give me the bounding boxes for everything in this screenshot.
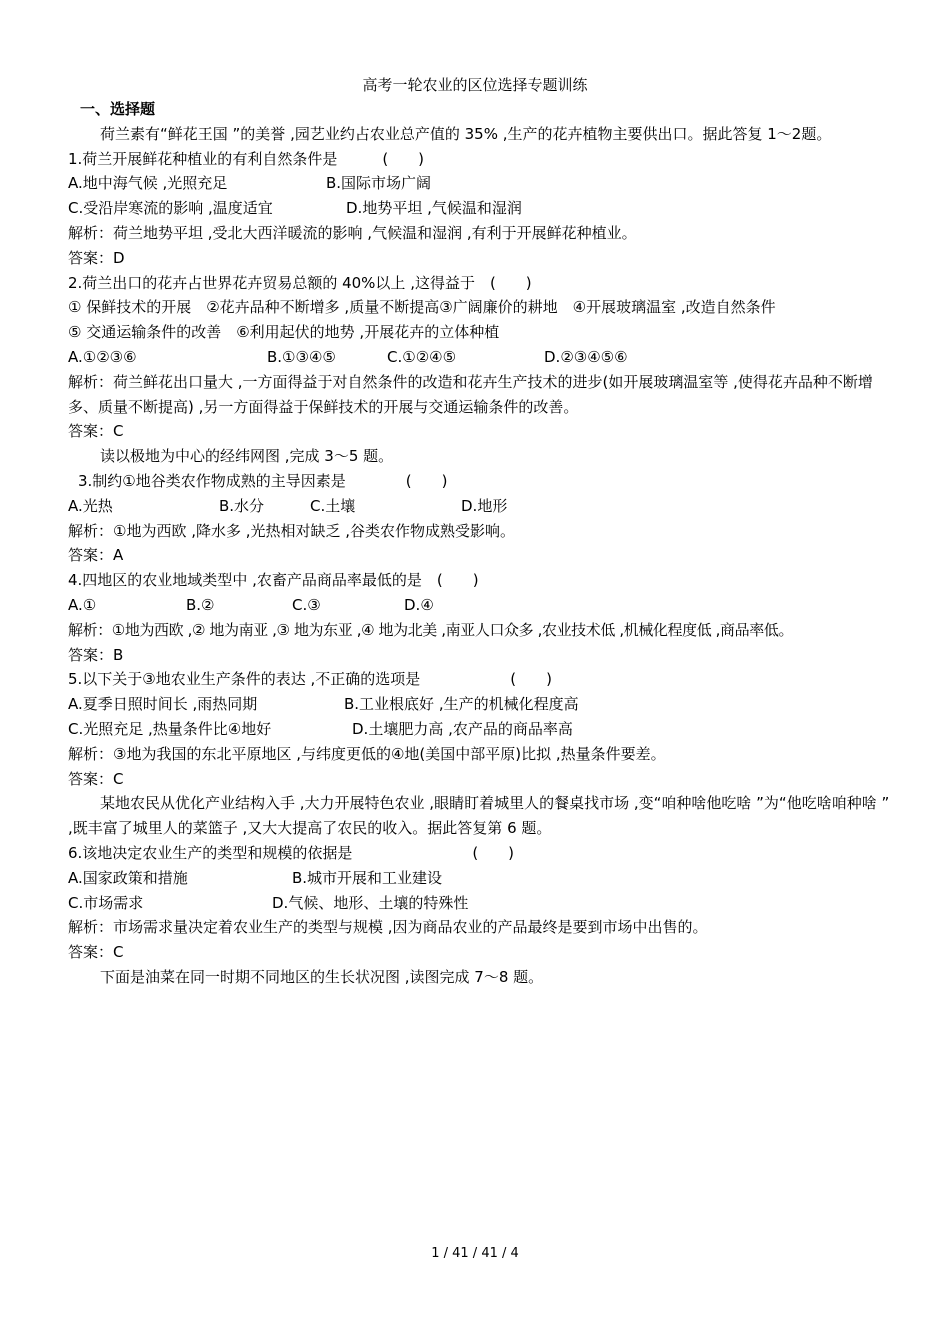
question-4-analysis: 解析：①地为西欧 ,② 地为南亚 ,③ 地为东亚 ,④ 地为北美 ,南亚人口众多 ,农业技术低 ,机械化程度低 ,商品率低。 bbox=[68, 620, 794, 639]
document-title: 高考一轮农业的区位选择专题训练 bbox=[362, 76, 588, 94]
question-5-stem: 5.以下关于③地农业生产条件的表达 ,不正确的选项是 ( ) bbox=[68, 670, 553, 689]
option-a: A.地中海气候 ,光照充足 bbox=[68, 174, 228, 193]
option-a: A.光热 bbox=[68, 496, 113, 515]
section-heading: 一、选择题 bbox=[80, 100, 156, 118]
option-d: D.土壤肥力高 ,农产品的商品率高 bbox=[352, 719, 573, 738]
option-a: A.国家政策和措施 bbox=[68, 868, 188, 887]
option-b: B.①③④⑤ bbox=[267, 347, 336, 366]
intro-paragraph-2: 读以极地为中心的经纬网图 ,完成 3～5 题。 bbox=[100, 447, 394, 466]
question-1-stem: 1.荷兰开展鲜花种植业的有利自然条件是 ( ) bbox=[68, 149, 425, 168]
question-2-stem: 2.荷兰出口的花卉占世界花卉贸易总额的 40%以上 ,这得益于 ( ) bbox=[68, 273, 532, 292]
question-2-options-row bbox=[68, 345, 892, 370]
question-4-options-row bbox=[68, 593, 892, 618]
question-6-analysis: 解析：市场需求量决定着农业生产的类型与规模 ,因为商品农业的产品最终是要到市场中出售的。 bbox=[68, 918, 708, 937]
question-6-stem: 6.该地决定农业生产的类型和规模的依据是 ( ) bbox=[68, 843, 515, 862]
question-3-answer: 答案：A bbox=[68, 546, 124, 565]
question-4-answer: 答案：B bbox=[68, 645, 124, 664]
option-a: A.① bbox=[68, 595, 97, 614]
question-3-analysis: 解析：①地为西欧 ,降水多 ,光热相对缺乏 ,谷类农作物成熟受影响。 bbox=[68, 521, 516, 540]
question-5-analysis: 解析：③地为我国的东北平原地区 ,与纬度更低的④地(美国中部平原)比拟 ,热量条件要差。 bbox=[68, 744, 666, 763]
intro-paragraph-3: 某地农民从优化产业结构入手 ,大力开展特色农业 ,眼睛盯着城里人的餐桌找市场 ,变“咱种啥他吃啥 ”为“他吃啥咱种啥 ” ,既丰富了城里人的菜篮子 ,又大大提高了农民的收入。据此答复第 6 题。 bbox=[68, 794, 890, 838]
question-6-options-row-2 bbox=[68, 891, 892, 916]
question-5-answer: 答案：C bbox=[68, 769, 124, 788]
question-1-answer: 答案：D bbox=[68, 248, 125, 267]
option-d: D.④ bbox=[404, 595, 434, 614]
page-number: 1 / 41 / 41 / 4 bbox=[431, 1246, 519, 1261]
option-b: B.城市开展和工业建设 bbox=[292, 868, 443, 887]
option-d: D.②③④⑤⑥ bbox=[544, 347, 628, 366]
option-b: B.水分 bbox=[219, 496, 265, 515]
question-6-answer: 答案：C bbox=[68, 943, 124, 962]
question-2-answer: 答案：C bbox=[68, 422, 124, 441]
question-5-options-row-2 bbox=[68, 717, 892, 742]
option-c: C.③ bbox=[292, 595, 321, 614]
question-2-items-line-2: ⑤ 交通运输条件的改善 ⑥利用起伏的地势 ,开展花卉的立体种植 bbox=[68, 323, 500, 342]
option-c: C.光照充足 ,热量条件比④地好 bbox=[68, 719, 272, 738]
option-b: B.工业根底好 ,生产的机械化程度高 bbox=[344, 695, 579, 714]
option-b: B.国际市场广阔 bbox=[326, 174, 432, 193]
question-3-stem: 3.制约①地谷类农作物成熟的主导因素是 ( ) bbox=[78, 471, 448, 490]
option-c: C.市场需求 bbox=[68, 893, 144, 912]
option-d: D.气候、地形、土壤的特殊性 bbox=[272, 893, 469, 912]
option-d: D.地形 bbox=[461, 496, 508, 515]
question-1-analysis: 解析：荷兰地势平坦 ,受北大西洋暖流的影响 ,气候温和湿润 ,有利于开展鲜花种植业。 bbox=[68, 223, 637, 242]
question-5-options-row-1 bbox=[68, 692, 892, 717]
document-body bbox=[68, 97, 892, 990]
question-1-options-row-1 bbox=[68, 171, 892, 196]
question-2-items-line-1: ① 保鲜技术的开展 ②花卉品种不断增多 ,质量不断提高③广阔廉价的耕地 ④开展玻璃温室 ,改造自然条件 bbox=[68, 298, 776, 317]
question-4-stem: 4.四地区的农业地域类型中 ,农畜产品商品率最低的是 ( ) bbox=[68, 571, 479, 590]
option-a: A.夏季日照时间长 ,雨热同期 bbox=[68, 695, 258, 714]
option-a: A.①②③⑥ bbox=[68, 347, 137, 366]
intro-paragraph-1: 荷兰素有“鲜花王国 ”的美誉 ,园艺业约占农业总产值的 35% ,生产的花卉植物主要供出口。据此答复 1～2题。 bbox=[100, 124, 832, 143]
option-c: C.受沿岸寒流的影响 ,温度适宜 bbox=[68, 199, 273, 218]
question-3-options-row bbox=[68, 494, 892, 519]
question-2-analysis: 解析：荷兰鲜花出口量大 ,一方面得益于对自然条件的改造和花卉生产技术的进步(如开展玻璃温室等 ,使得花卉品种不断增多、质量不断提高) ,另一方面得益于保鲜技术的开展与交通运输条件的改善。 bbox=[68, 372, 873, 416]
option-c: C.①②④⑤ bbox=[387, 347, 457, 366]
question-1-options-row-2 bbox=[68, 196, 892, 221]
intro-paragraph-4: 下面是油菜在同一时期不同地区的生长状况图 ,读图完成 7～8 题。 bbox=[100, 967, 544, 986]
question-6-options-row-1 bbox=[68, 866, 892, 891]
option-b: B.② bbox=[186, 595, 215, 614]
option-d: D.地势平坦 ,气候温和湿润 bbox=[346, 199, 522, 218]
option-c: C.土壤 bbox=[310, 496, 356, 515]
